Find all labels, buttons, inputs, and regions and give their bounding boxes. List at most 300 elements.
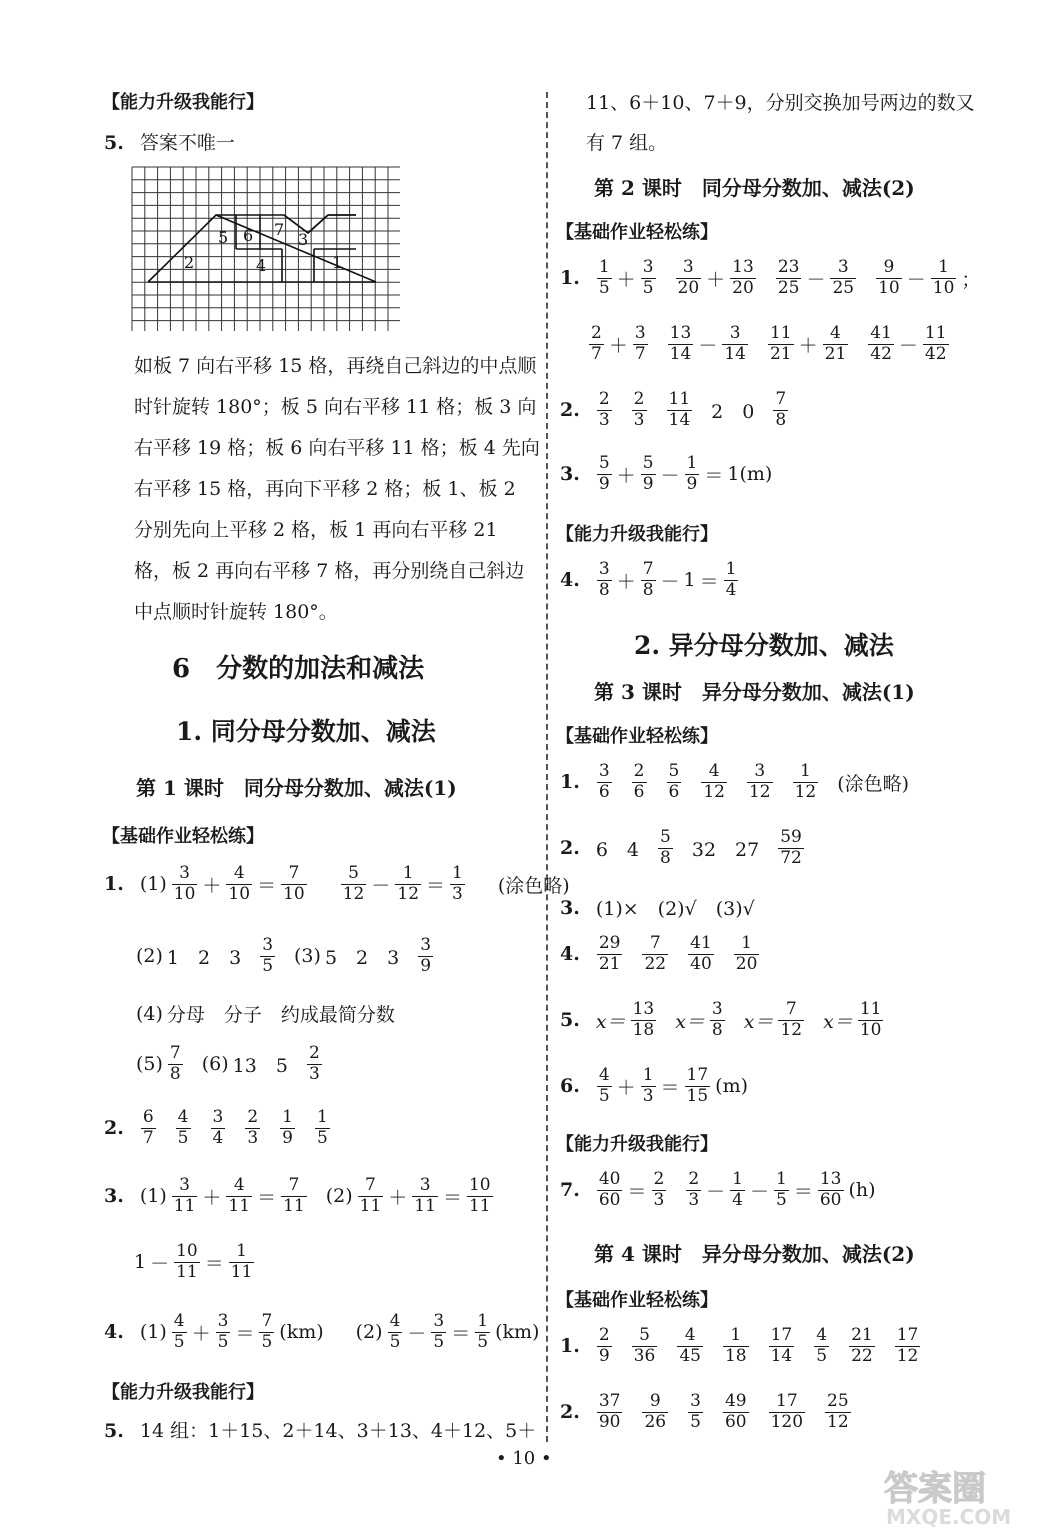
numerator: 3 — [642, 257, 654, 277]
answer-values: 13 5 — [232, 1054, 288, 1077]
fraction — [597, 934, 623, 974]
numerator: 23 — [777, 257, 800, 277]
denominator: 25 — [832, 277, 855, 298]
answer-line — [560, 560, 741, 600]
fraction — [260, 936, 275, 976]
denominator: 60 — [724, 1411, 747, 1432]
operator: － — [407, 1322, 427, 1345]
numerator: 1 — [730, 1325, 742, 1345]
answer-values: 1 — [683, 569, 696, 592]
variable: x＝ — [823, 1010, 853, 1033]
denominator: 6 — [633, 781, 645, 802]
numerator: 5 — [642, 453, 654, 473]
denominator: 8 — [775, 409, 787, 430]
fraction — [769, 1326, 795, 1366]
grid-label-5: 5 — [218, 228, 229, 247]
part-label: (2) — [136, 945, 163, 968]
fraction — [667, 390, 693, 430]
denominator: 5 — [173, 1331, 185, 1352]
numerator: 17 — [896, 1325, 919, 1345]
part-label: (1) — [139, 873, 167, 896]
numerator: 1 — [402, 863, 414, 883]
fraction — [597, 1392, 623, 1432]
numerator: 9 — [883, 257, 895, 277]
numerator: 7 — [649, 933, 661, 953]
section-heading-basic: 【基础作业轻松练】 — [556, 222, 718, 243]
answer-line — [560, 894, 757, 921]
fraction — [632, 762, 647, 802]
fraction — [642, 1392, 668, 1432]
unit: (km) — [279, 1321, 324, 1344]
unit-title: 1. 同分母分数加、减法 — [176, 717, 436, 746]
punctuation: ； — [961, 268, 981, 291]
fraction — [467, 1176, 493, 1216]
denominator: 10 — [932, 277, 955, 298]
operator: ＝ — [442, 1186, 462, 1209]
answer-values: 2 0 — [711, 400, 755, 423]
question-text: 14 组：1＋15、2＋14、3＋13、4＋12、5＋ — [139, 1420, 537, 1442]
denominator: 3 — [247, 1127, 259, 1148]
operator: ＋ — [608, 334, 628, 357]
denominator: 21 — [824, 343, 847, 364]
operator: － — [150, 1252, 170, 1275]
numerator: 41 — [690, 933, 712, 953]
numerator: 3 — [837, 257, 849, 277]
denominator: 22 — [644, 953, 667, 974]
fraction — [734, 934, 760, 974]
operator: ＝ — [426, 874, 446, 897]
answer-values: 分母 分子 约成最简分数 — [166, 1004, 395, 1026]
denominator: 12 — [780, 1019, 803, 1040]
grid-figure — [130, 165, 400, 331]
denominator: 18 — [724, 1345, 747, 1366]
numerator: 2 — [591, 323, 602, 343]
numerator: 3 — [598, 559, 610, 579]
numerator: 5 — [639, 1325, 650, 1345]
question-number: 4. — [560, 943, 580, 966]
denominator: 25 — [777, 277, 800, 298]
fraction — [597, 454, 612, 494]
denominator: 5 — [261, 1331, 273, 1352]
denominator: 3 — [642, 1085, 654, 1106]
numerator: 3 — [682, 257, 694, 277]
denominator: 5 — [776, 1189, 787, 1210]
fraction — [597, 560, 612, 600]
denominator: 5 — [598, 1085, 610, 1106]
question-number: 1. — [560, 267, 580, 290]
denominator: 4 — [732, 1189, 743, 1210]
fraction — [211, 1108, 226, 1148]
fraction — [876, 258, 902, 298]
operator: ＝ — [235, 1322, 255, 1345]
numerator: 7 — [365, 1175, 376, 1195]
variable: x＝ — [743, 1010, 774, 1033]
denominator: 10 — [228, 883, 251, 904]
fraction — [597, 1066, 612, 1106]
part-label: (3) — [294, 945, 321, 968]
answer-values: 1 2 3 — [166, 946, 242, 969]
answer-line — [104, 1176, 496, 1216]
denominator: 8 — [711, 1019, 723, 1040]
denominator: 3 — [653, 1189, 665, 1210]
operator: ＋ — [202, 874, 222, 897]
fraction — [172, 1312, 187, 1352]
answer-line — [134, 1000, 397, 1027]
operator: ＋ — [202, 1186, 222, 1209]
numerator: 11 — [668, 389, 691, 409]
numerator: 1 — [282, 1107, 293, 1127]
answer-line — [104, 1108, 333, 1148]
denominator: 11 — [468, 1195, 491, 1216]
denominator: 5 — [389, 1331, 401, 1352]
fraction — [830, 258, 856, 298]
numerator: 11 — [859, 999, 882, 1019]
question-number: 2. — [560, 837, 580, 860]
fraction — [778, 828, 804, 868]
answer-line — [560, 1066, 750, 1106]
fraction — [685, 1066, 711, 1106]
fraction — [730, 1170, 745, 1210]
numerator: 1 — [452, 863, 463, 883]
fraction — [632, 1326, 658, 1366]
grid-label-3: 3 — [298, 230, 309, 249]
fraction — [172, 864, 198, 904]
numerator: 3 — [634, 323, 646, 343]
denominator: 3 — [452, 883, 463, 904]
denominator: 90 — [598, 1411, 621, 1432]
denominator: 4 — [725, 579, 737, 600]
fraction — [388, 1312, 403, 1352]
denominator: 5 — [433, 1331, 445, 1352]
lesson-title: 第 3 课时 异分母分数加、减法(1) — [594, 680, 915, 704]
watermark-domain: MXQE.COM — [886, 1505, 1012, 1529]
numerator: 4 — [830, 323, 841, 343]
numerator: 4 — [816, 1325, 828, 1345]
fraction — [722, 324, 748, 364]
numerator: 7 — [169, 1043, 181, 1063]
fraction — [747, 762, 773, 802]
question-number: 3. — [560, 896, 580, 919]
question-number: 2. — [560, 399, 580, 422]
fraction — [923, 324, 949, 364]
fraction — [730, 258, 756, 298]
denominator: 6 — [668, 781, 680, 802]
denominator: 120 — [770, 1411, 804, 1432]
section-heading-basic: 【基础作业轻松练】 — [556, 726, 718, 747]
answer-line — [560, 1170, 878, 1210]
fraction — [216, 1312, 231, 1352]
operator: ＝ — [204, 1252, 224, 1275]
fraction — [701, 762, 727, 802]
fraction — [931, 258, 957, 298]
fraction — [658, 828, 673, 868]
numerator: 17 — [686, 1065, 709, 1085]
denominator: 12 — [794, 781, 817, 802]
fraction — [431, 1312, 446, 1352]
section-heading-basic: 【基础作业轻松练】 — [102, 826, 264, 847]
part-label: (1) — [139, 1321, 167, 1344]
fraction — [668, 324, 694, 364]
denominator: 5 — [816, 1345, 828, 1366]
fraction — [642, 934, 668, 974]
operator: ＋ — [798, 334, 818, 357]
denominator: 5 — [477, 1331, 489, 1352]
denominator: 9 — [686, 473, 698, 494]
question-number: 3. — [560, 463, 580, 486]
fraction — [597, 258, 612, 298]
denominator: 7 — [634, 343, 646, 364]
numerator: 13 — [632, 999, 655, 1019]
numerator: 7 — [785, 999, 797, 1019]
operator: ＋ — [706, 268, 726, 291]
numerator: 3 — [754, 761, 766, 781]
fraction — [769, 1392, 805, 1432]
operator: ＋ — [616, 268, 636, 291]
answer-line — [560, 828, 807, 868]
operator: － — [698, 334, 718, 357]
section-heading-basic: 【基础作业轻松练】 — [556, 1290, 718, 1311]
numerator: 29 — [598, 933, 621, 953]
numerator: 13 — [732, 257, 754, 277]
numerator: 21 — [851, 1325, 873, 1345]
numerator: 1 — [477, 1311, 489, 1331]
denominator: 72 — [780, 847, 802, 868]
numerator: 41 — [870, 323, 892, 343]
numerator: 3 — [433, 1311, 445, 1331]
numerator: 3 — [711, 999, 723, 1019]
fraction — [358, 1176, 384, 1216]
numerator: 4 — [389, 1311, 401, 1331]
denominator: 9 — [420, 955, 432, 976]
fraction — [825, 1392, 851, 1432]
watermark-logo — [880, 1460, 1040, 1530]
operator: － — [906, 268, 926, 291]
variable: x＝ — [675, 1010, 705, 1033]
fraction — [773, 390, 788, 430]
fraction — [395, 864, 421, 904]
numerator: 4 — [233, 863, 245, 883]
numerator: 49 — [724, 1391, 747, 1411]
denominator: 12 — [827, 1411, 849, 1432]
fraction — [226, 864, 252, 904]
numerator: 59 — [780, 827, 802, 847]
numerator: 11 — [769, 323, 792, 343]
fraction — [597, 390, 612, 430]
denominator: 3 — [688, 1189, 700, 1210]
operator: ＋ — [191, 1322, 211, 1345]
denominator: 14 — [770, 1345, 793, 1366]
question-number: 2. — [104, 1117, 124, 1140]
answer-line — [560, 390, 791, 430]
fraction — [641, 258, 656, 298]
denominator: 7 — [591, 343, 602, 364]
denominator: 12 — [397, 883, 420, 904]
answer-line — [134, 936, 436, 976]
numerator: 2 — [633, 761, 645, 781]
operator: ＋ — [616, 570, 636, 593]
fraction — [315, 1108, 330, 1148]
denominator: 4 — [212, 1127, 224, 1148]
lesson-title: 第 1 课时 同分母分数加、减法(1) — [136, 776, 457, 800]
grid-label-4: 4 — [256, 256, 267, 275]
numerator: 10 — [176, 1241, 198, 1261]
numerator: 2 — [653, 1169, 665, 1189]
question-number: 2. — [560, 1401, 580, 1424]
question-text: 答案不唯一 — [139, 132, 235, 154]
fraction — [768, 324, 794, 364]
denominator: 60 — [598, 1189, 621, 1210]
numerator: 2 — [633, 389, 645, 409]
denominator: 6 — [598, 781, 610, 802]
denominator: 21 — [598, 953, 621, 974]
numerator: 3 — [690, 1391, 701, 1411]
continued-text: 有 7 组。 — [586, 132, 668, 154]
question-number: 5. — [104, 1420, 124, 1442]
fraction — [710, 1000, 725, 1040]
column-divider — [546, 92, 548, 1442]
numerator: 13 — [819, 1169, 842, 1189]
operator: ＝ — [257, 1186, 277, 1209]
denominator: 12 — [896, 1345, 919, 1366]
fraction — [631, 1000, 657, 1040]
operator: ＋ — [388, 1186, 408, 1209]
answer-values: 1 — [134, 1251, 147, 1274]
numerator: 5 — [660, 827, 671, 847]
denominator: 11 — [173, 1195, 196, 1216]
answer-line — [560, 934, 762, 974]
fraction — [823, 324, 849, 364]
operator: － — [806, 268, 826, 291]
fraction — [724, 560, 739, 600]
unit-title: 2. 异分母分数加、减法 — [634, 631, 894, 660]
question-number: 1. — [560, 771, 580, 794]
numerator: 4 — [177, 1107, 189, 1127]
denominator: 14 — [668, 409, 691, 430]
fraction — [226, 1176, 252, 1216]
numerator: 7 — [642, 559, 654, 579]
fraction — [667, 762, 682, 802]
numerator: 3 — [419, 1175, 431, 1195]
fraction — [641, 454, 656, 494]
denominator: 15 — [686, 1085, 709, 1106]
denominator: 5 — [642, 277, 654, 298]
fraction — [245, 1108, 260, 1148]
numerator: 3 — [212, 1107, 224, 1127]
denominator: 9 — [598, 1345, 610, 1366]
grid-label-2: 2 — [184, 253, 195, 272]
denominator: 9 — [642, 473, 654, 494]
question-number: 5. — [560, 1009, 580, 1032]
fraction — [174, 1242, 200, 1282]
denominator: 9 — [598, 473, 610, 494]
denominator: 5 — [598, 277, 610, 298]
numerator: 3 — [179, 1175, 190, 1195]
question-number: 5. — [104, 132, 124, 154]
operator: ＝ — [699, 570, 719, 593]
denominator: 5 — [690, 1411, 701, 1432]
answer-values: 1(m) — [727, 463, 773, 486]
denominator: 9 — [282, 1127, 293, 1148]
fraction — [475, 1312, 490, 1352]
denominator: 10 — [878, 277, 900, 298]
numerator: 1 — [236, 1241, 247, 1261]
fraction — [412, 1176, 438, 1216]
fraction — [281, 864, 307, 904]
denominator: 11 — [228, 1195, 251, 1216]
numerator: 3 — [217, 1311, 229, 1331]
fraction — [172, 1176, 198, 1216]
fraction — [281, 1176, 307, 1216]
denominator: 10 — [859, 1019, 882, 1040]
numerator: 4 — [708, 761, 720, 781]
answer-line — [560, 1326, 923, 1366]
page-number: • 10 • — [496, 1448, 552, 1469]
unit: (km) — [495, 1321, 540, 1344]
denominator: 42 — [924, 343, 947, 364]
numerator: 7 — [261, 1311, 273, 1331]
lesson-title: 第 4 课时 异分母分数加、减法(2) — [594, 1242, 915, 1266]
answer-values: (1)× (2)√ (3)√ — [595, 898, 755, 920]
fraction — [597, 762, 612, 802]
answer-values: 32 27 — [691, 838, 760, 861]
denominator: 8 — [642, 579, 654, 600]
solution-paragraph: 如板 7 向右平移 15 格，再绕自己斜边的中点顺时针旋转 180°；板 5 向右平移 11 格；板 3 向右平移 19 格；板 6 向右平移 11 格；板 4 先向右平移 15 格，再向下平移 2 格；板 1、板 2 分别先向上平移 2 格，板 1 再向右平移 21 格，板 2 再向右平移 7 格，再分别绕自己斜边中点顺时针旋转 180°。 — [134, 355, 540, 623]
operator: ＝ — [793, 1180, 813, 1203]
numerator: 1 — [938, 257, 949, 277]
answer-values: 6 4 — [595, 838, 640, 861]
section-heading-ability: 【能力升级我能行】 — [556, 1134, 718, 1155]
unit: (h) — [848, 1179, 876, 1202]
denominator: 5 — [262, 955, 274, 976]
numerator: 1 — [316, 1107, 328, 1127]
note: (涂色略) — [497, 874, 570, 897]
fraction — [450, 864, 465, 904]
numerator: 4 — [233, 1175, 245, 1195]
fraction — [633, 324, 648, 364]
denominator: 5 — [217, 1331, 229, 1352]
numerator: 2 — [598, 389, 610, 409]
numerator: 17 — [770, 1325, 793, 1345]
denominator: 20 — [735, 953, 758, 974]
grid-label-7: 7 — [274, 220, 285, 239]
fraction — [723, 1392, 749, 1432]
numerator: 4 — [173, 1311, 185, 1331]
fraction — [341, 864, 367, 904]
fraction — [259, 1312, 274, 1352]
denominator: 20 — [677, 277, 700, 298]
numerator: 3 — [420, 935, 432, 955]
denominator: 20 — [732, 277, 754, 298]
answer-line — [132, 1242, 257, 1282]
numerator: 3 — [598, 761, 610, 781]
numerator: 5 — [668, 761, 680, 781]
numerator: 2 — [308, 1043, 320, 1063]
fraction — [686, 1170, 701, 1210]
answer-line — [560, 454, 774, 494]
lesson-title: 第 2 课时 同分母分数加、减法(2) — [594, 176, 915, 200]
numerator: 2 — [598, 1325, 610, 1345]
operator: － — [898, 334, 918, 357]
fraction — [589, 324, 604, 364]
answer-line — [586, 324, 952, 364]
operator: － — [706, 1180, 726, 1203]
fraction — [176, 1108, 191, 1148]
numerator: 40 — [598, 1169, 621, 1189]
denominator: 8 — [660, 847, 671, 868]
fraction — [168, 1044, 183, 1084]
numerator: 3 — [262, 935, 274, 955]
operator: － — [371, 874, 391, 897]
